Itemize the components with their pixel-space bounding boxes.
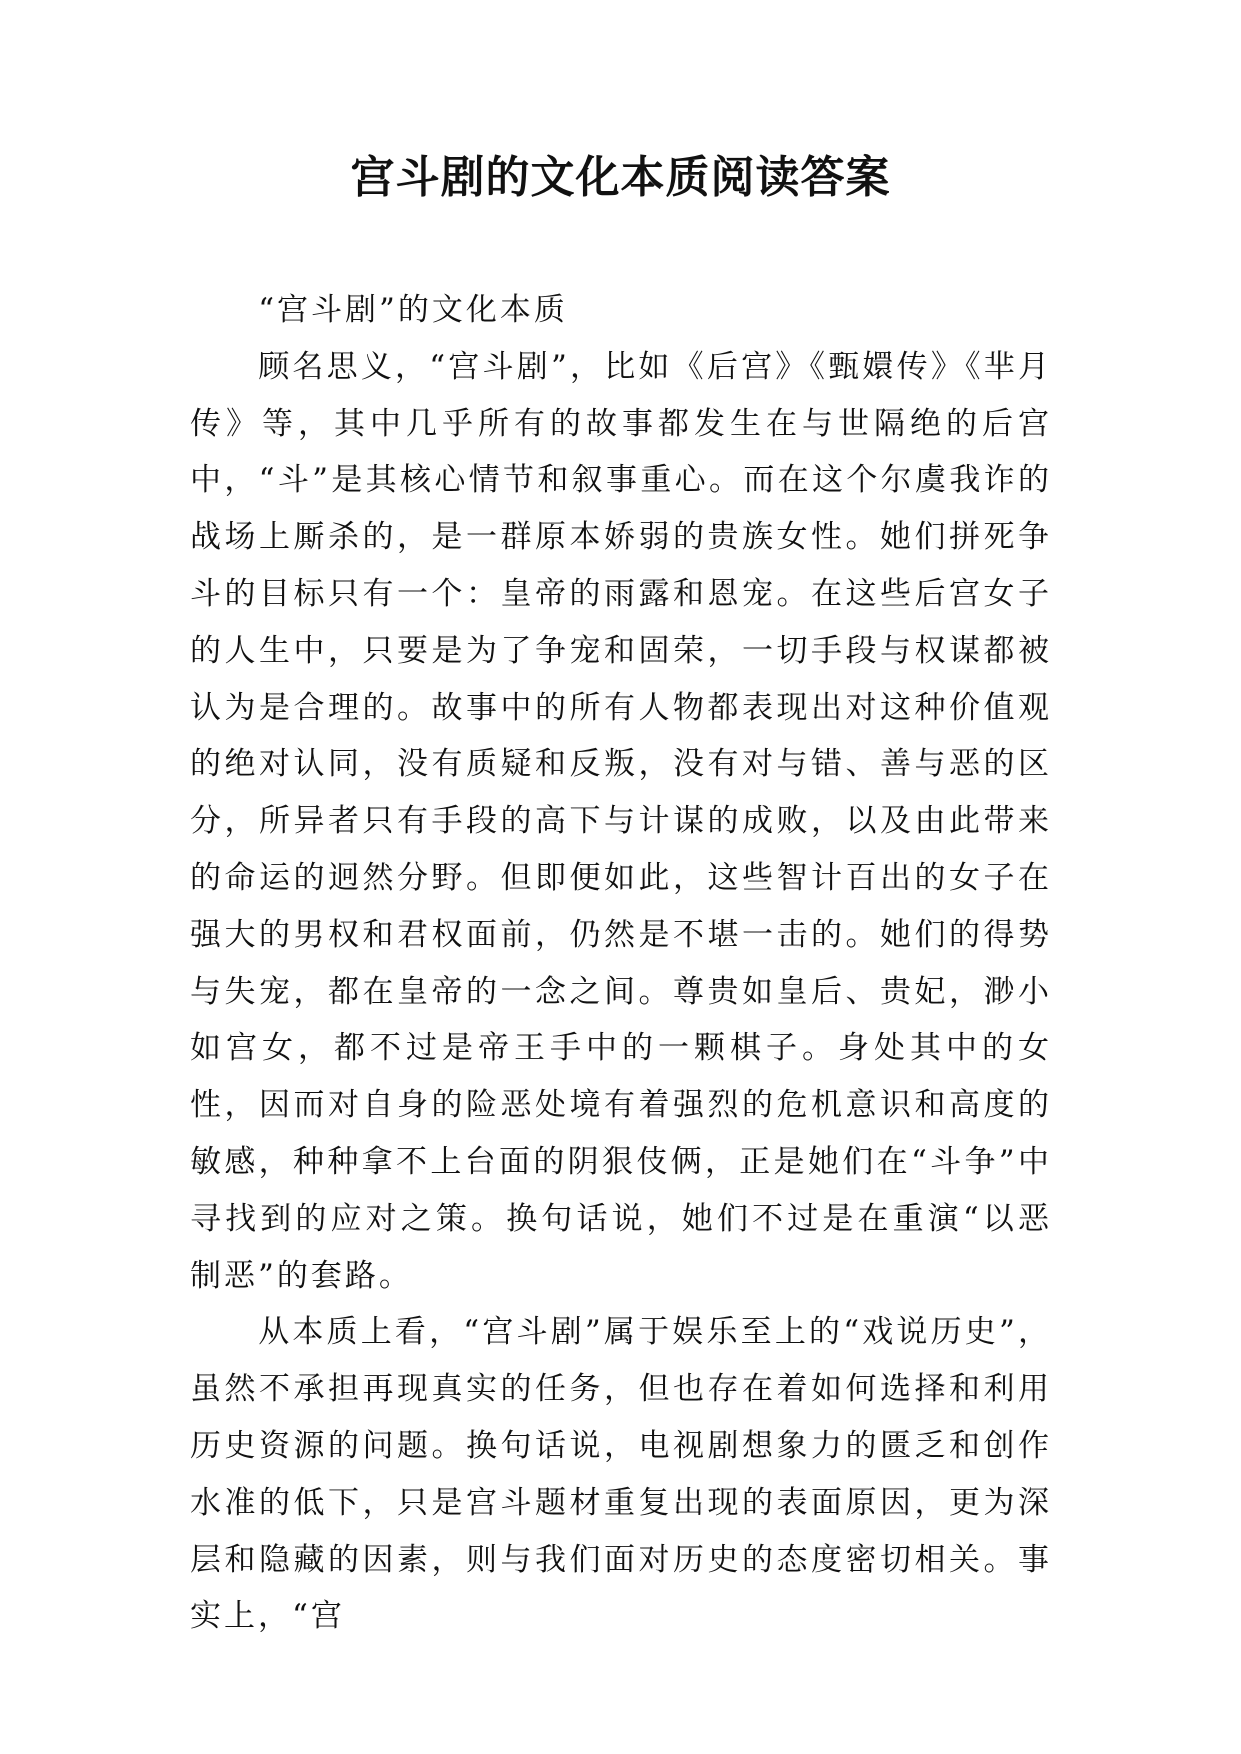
paragraph-2: 从本质上看，“宫斗剧”属于娱乐至上的“戏说历史”，虽然不承担再现真实的任务，但也存在着如何选择和利用历史资源的问题。换句话说，电视剧想象力的匮乏和创作水准的低下，只是宫斗题材重复出现的表面原因，更为深层和隐藏的因素，则与我们面对历史的态度密切相关。事实上，“宫 (190, 1314, 1052, 1635)
paragraph-1: 顾名思义，“宫斗剧”，比如《后宫》《甄嬛传》《芈月传》等，其中几乎所有的故事都发生在与世隔绝的后宫中，“斗”是其核心情节和叙事重心。而在这个尔虞我诈的战场上厮杀的，是一群原本娇弱的贵族女性。她们拼死争斗的目标只有一个：皇帝的雨露和恩宠。在这些后宫女子的人生中，只要是为了争宠和固荣，一切手段与权谋都被认为是合理的。故事中的所有人物都表现出对这种价值观的绝对认同，没有质疑和反叛，没有对与错、善与恶的区分，所异者只有手段的高下与计谋的成败，以及由此带来的命运的迥然分野。但即便如此，这些智计百出的女子在强大的男权和君权面前，仍然是不堪一击的。她们的得势与失宠，都在皇帝的一念之间。尊贵如皇后、贵妃，渺小如宫女，都不过是帝王手中的一颗棋子。身处其中的女性，因而对自身的险恶处境有着强烈的危机意识和高度的敏感，种种拿不上台面的阴狠伎俩，正是她们在“斗争”中寻找到的应对之策。换句话说，她们不过是在重演“以恶制恶”的套路。 (190, 348, 1052, 1294)
article-subtitle: “宫斗剧”的文化本质 (258, 292, 568, 328)
document-title: 宫斗剧的文化本质阅读答案 (350, 152, 891, 203)
document-body (190, 282, 1052, 1645)
